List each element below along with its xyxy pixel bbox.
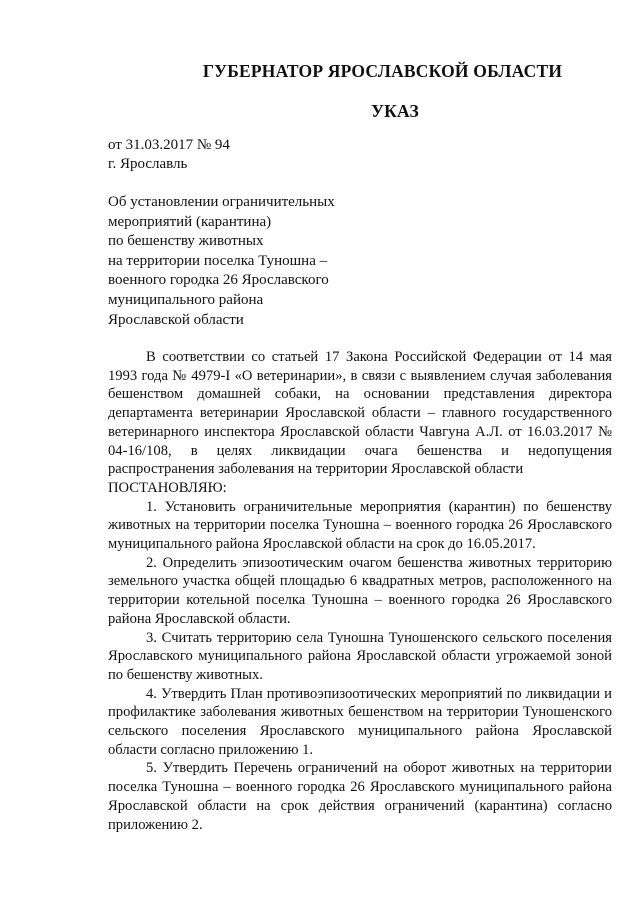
decree-word: ПОСТАНОВЛЯЮ: — [108, 479, 227, 496]
subject-line: Ярославской области — [108, 311, 244, 328]
subject-line: военного городка 26 Ярославского — [108, 272, 329, 289]
document-meta — [108, 136, 230, 174]
decree-item-1: 1. Установить ограничительные мероприятия (карантин) по бешенству животных на территории поселка Туношна – военного городка 26 Ярославского муниципального района Ярославской области на срок до 16.05.2017. — [108, 498, 612, 553]
subject-line: мероприятий (карантина) — [108, 213, 272, 230]
document-type-title: УКАЗ — [371, 101, 419, 121]
decree-item-2: 2. Определить эпизоотическим очагом бешенства животных территорию земельного участка общей площадью 6 квадратных метров, расположенного на территории котельной поселка Туношна – военного городка 26 Ярославского района Ярославской области. — [108, 554, 612, 627]
subject-line: по бешенству животных — [108, 233, 264, 250]
subject-line: на территории поселка Туношна – — [108, 252, 328, 269]
subject-line: муниципального района — [108, 291, 264, 308]
decree-item-3: 3. Считать территорию села Туношна Туношенского сельского поселения Ярославского муниципального района Ярославской области угрожаемой зоной по бешенству животных. — [108, 629, 612, 683]
document-subject — [108, 193, 335, 330]
decree-item-4: 4. Утвердить План противоэпизоотических мероприятий по ликвидации и профилактике заболевания животных бешенством на территории Туношенского сельского поселения Ярославского муниципального района Ярославской области согласно приложению 1. — [108, 685, 612, 758]
decree-item-5: 5. Утвердить Перечень ограничений на оборот животных на территории поселка Туношна – военного городка 26 Ярославского муниципального района Ярославской области на срок действия ограничений (карантина) согласно приложению 2. — [108, 760, 612, 833]
city: г. Ярославль — [108, 156, 188, 172]
issuing-authority-title: ГУБЕРНАТОР ЯРОСЛАВСКОЙ ОБЛАСТИ — [202, 61, 563, 81]
document-body — [108, 348, 612, 834]
date-and-number: от 31.03.2017 № 94 — [108, 137, 230, 153]
subject-line: Об установлении ограничительных — [108, 194, 335, 210]
preamble-paragraph: В соответствии со статьей 17 Закона Российской Федерации от 14 мая 1993 года № 4979-I «О ветеринарии», в связи с выявлением случая заболевания бешенством домашней собаки, на основании представления директора департамента ветеринарии Ярославской области – главного государственного ветеринарного инспектора Ярославской области Чавгуна А.Л. от 16.03.2017 № 04-16/108, в целях ликвидации очага бешенства и недопущения распространения заболевания на территории Ярославской области — [108, 349, 612, 478]
